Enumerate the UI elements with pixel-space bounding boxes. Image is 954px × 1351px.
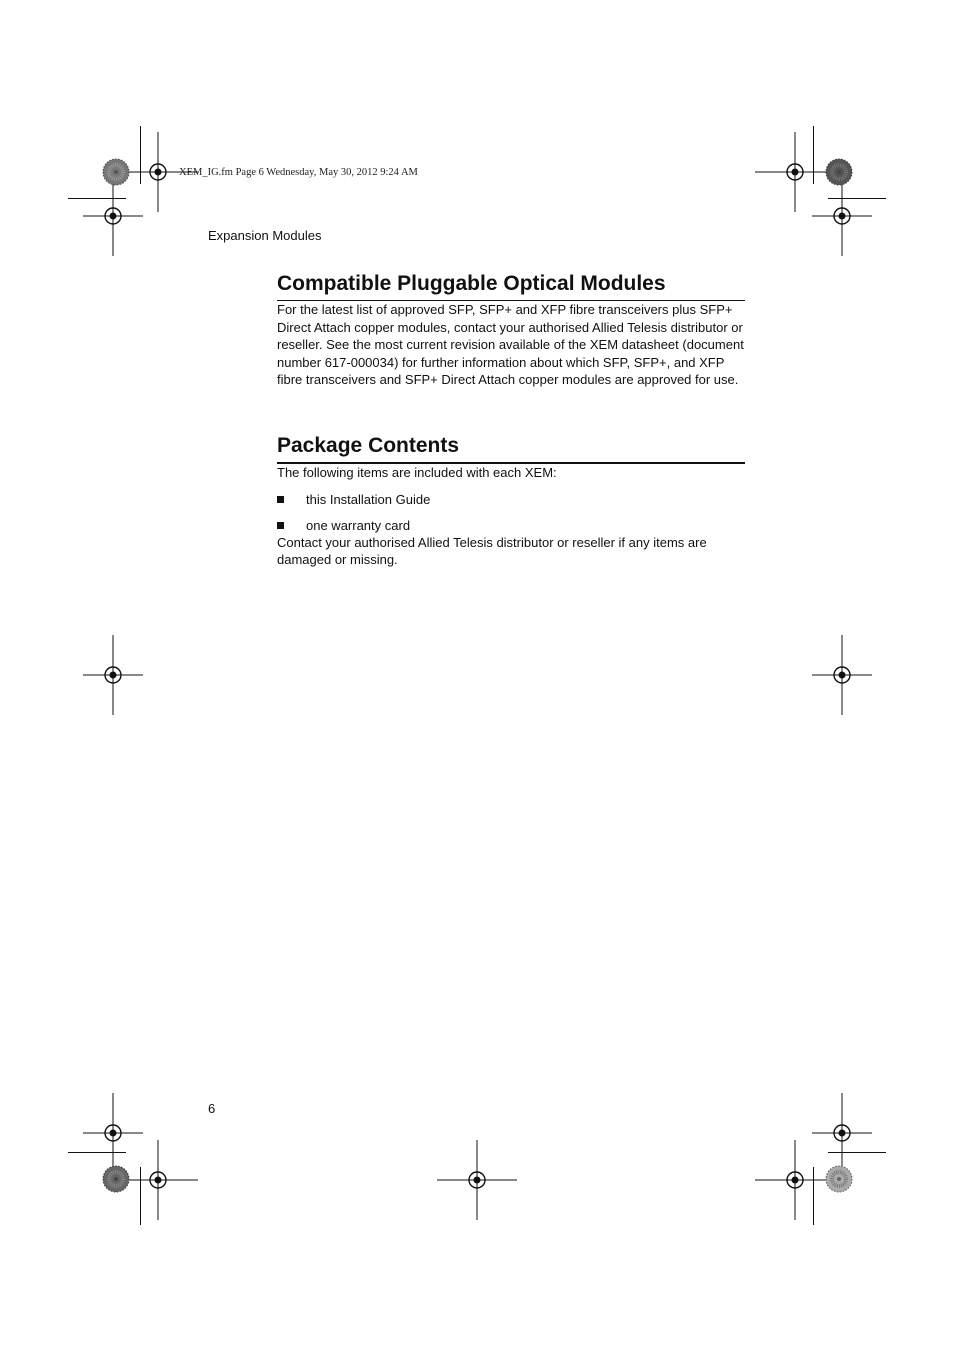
page-number: 6: [208, 1101, 216, 1116]
page-content: [277, 270, 745, 569]
registration-mark-icon: [118, 1140, 198, 1220]
registration-mark-icon: [73, 176, 153, 256]
starburst-target-icon: [825, 1165, 853, 1193]
package-contents-list: [277, 491, 745, 534]
list-item: [277, 491, 745, 508]
square-bullet-icon: [277, 522, 284, 529]
package-contents-section: [277, 432, 745, 569]
registration-mark-icon: [73, 635, 153, 715]
list-item: [277, 517, 745, 534]
print-slug-line: XEM_IG.fm Page 6 Wednesday, May 30, 2012 9:24 AM: [179, 167, 418, 178]
optical-modules-paragraph: For the latest list of approved SFP, SFP+ and XFP fibre transceivers plus SFP+ Direct Attach copper modules, contact your authorised Allied Telesis distributor or reseller. See the most current revision available of the XEM datasheet (document number 617-000034) for further information about which SFP, SFP+, and XFP fibre transceivers and SFP+ Direct Attach copper modules are approved for use.: [277, 302, 744, 388]
registration-mark-icon: [802, 635, 882, 715]
package-contents-intro: The following items are included with each XEM:: [277, 464, 557, 480]
registration-mark-icon: [802, 176, 882, 256]
package-contents-closing: Contact your authorised Allied Telesis distributor or reseller if any items are damaged or missing.: [277, 534, 707, 568]
list-item-label: one warranty card: [306, 517, 411, 533]
registration-mark-icon: [755, 1140, 835, 1220]
square-bullet-icon: [277, 496, 284, 503]
running-head: Expansion Modules: [208, 228, 322, 243]
starburst-target-icon: [102, 158, 130, 186]
list-item-label: this Installation Guide: [306, 491, 431, 507]
section-heading-optical-modules: Compatible Pluggable Optical Modules: [277, 270, 745, 301]
registration-mark-icon: [437, 1140, 517, 1220]
starburst-target-icon: [825, 158, 853, 186]
section-heading-package-contents: Package Contents: [277, 432, 745, 464]
starburst-target-icon: [102, 1165, 130, 1193]
